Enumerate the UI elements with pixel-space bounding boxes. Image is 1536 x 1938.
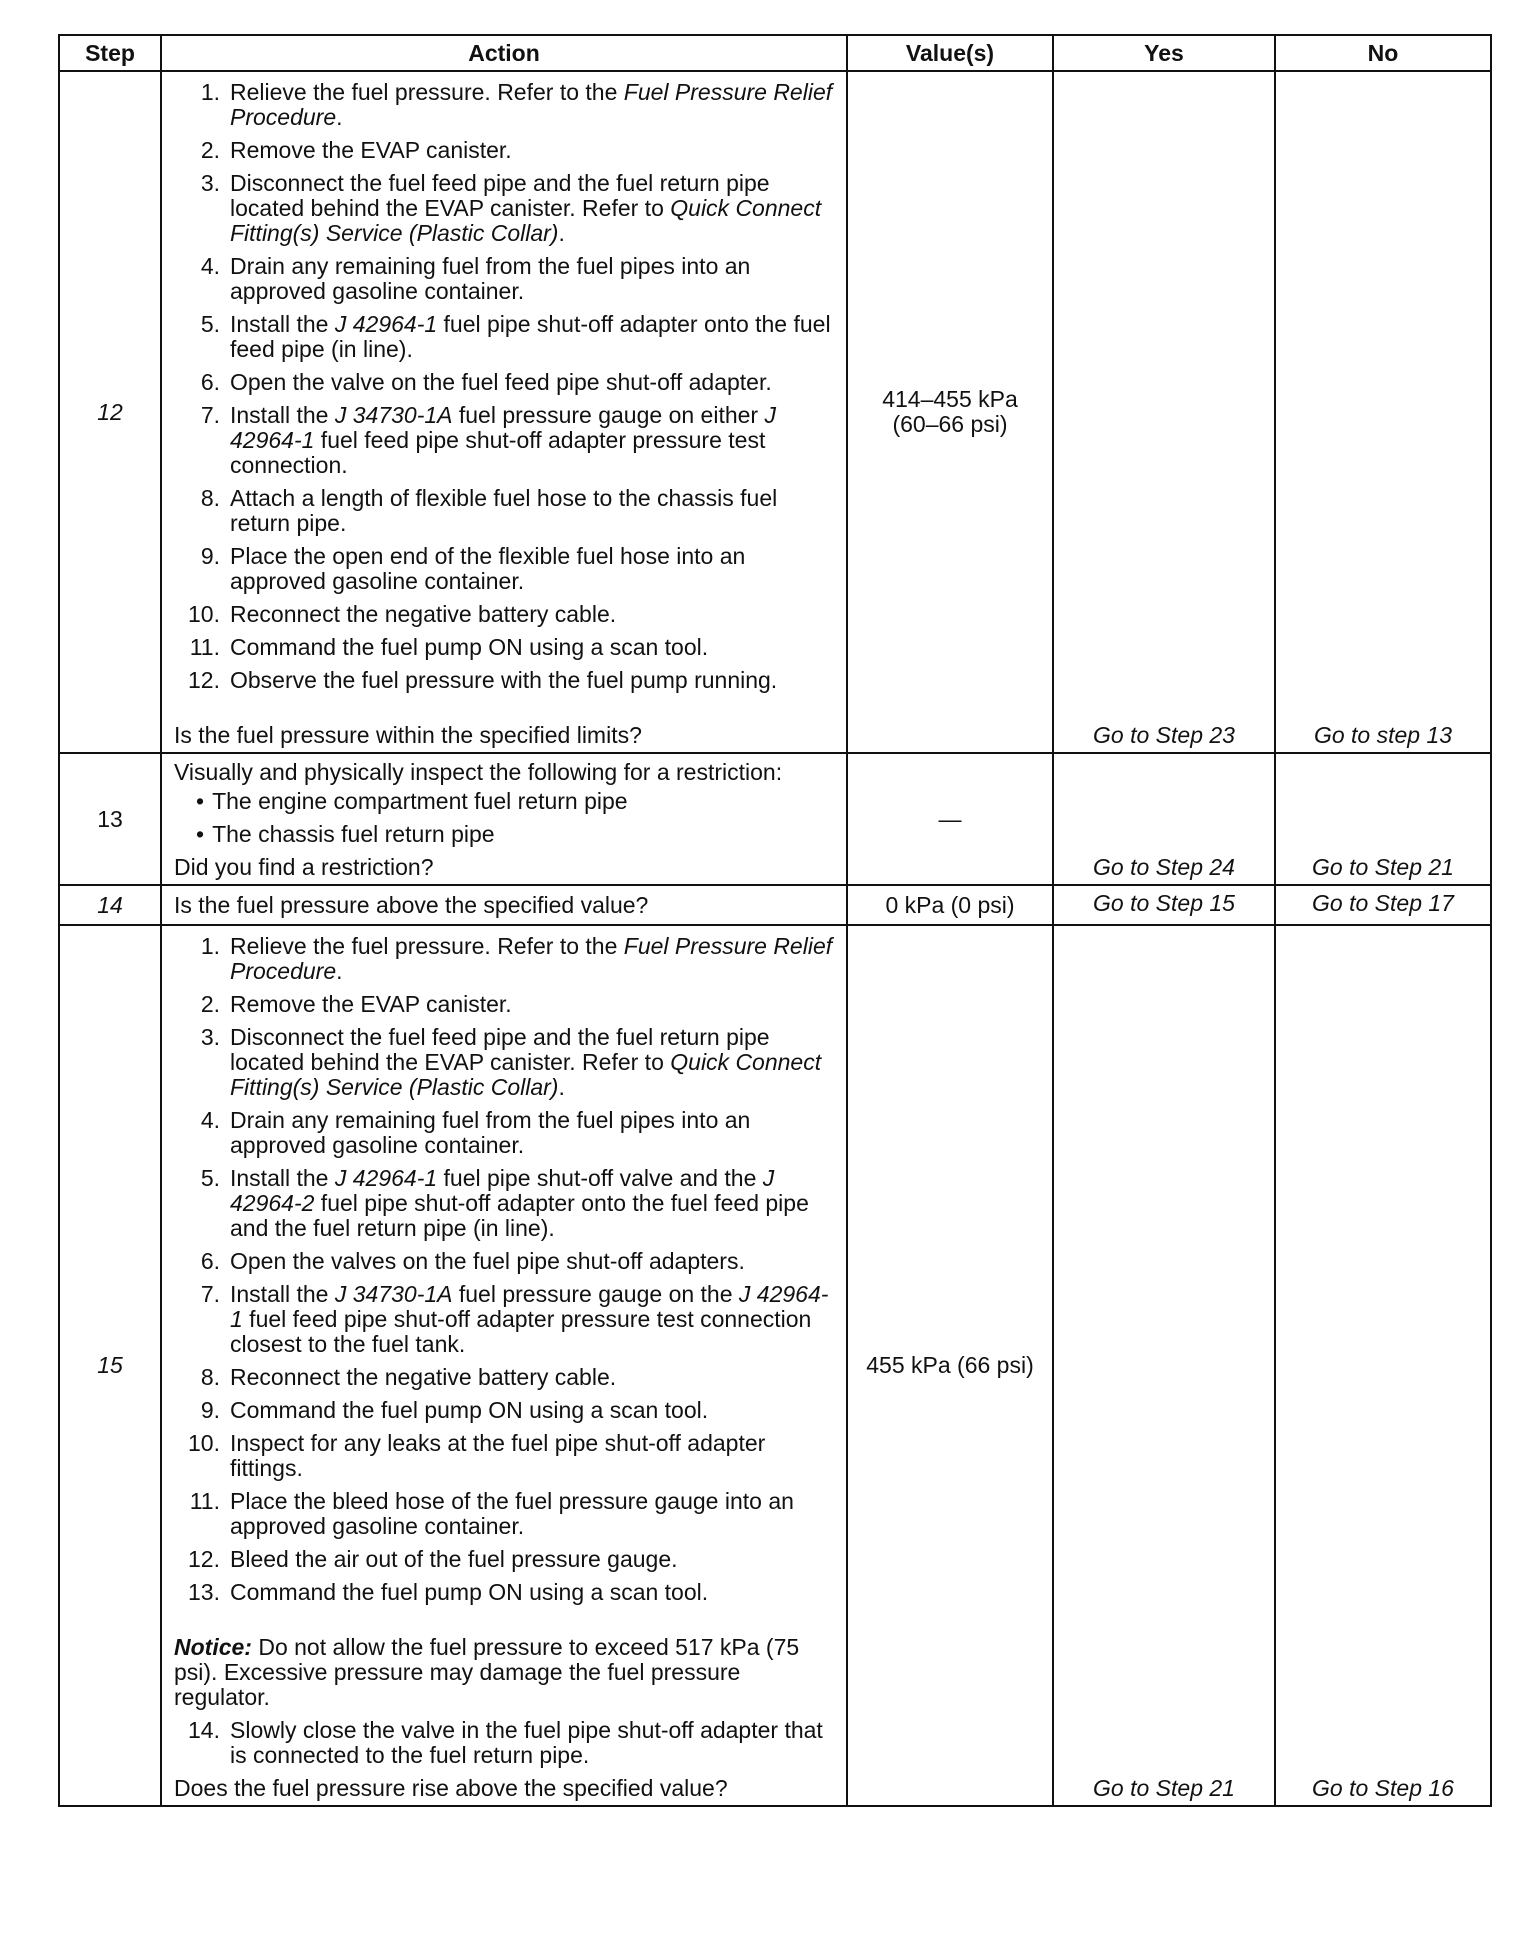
step-number: 15 [59, 925, 161, 1806]
list-item: 5. Install the J 42964-1 fuel pipe shut-off valve and the J 42964-2 fuel pipe shut-off adapter onto the fuel feed pipe and the fuel return pipe (in line). [200, 1165, 809, 1241]
list-item: 8. Attach a length of flexible fuel hose to the chassis fuel return pipe. [200, 485, 778, 536]
yes-link[interactable]: Go to Step 24 [1053, 753, 1275, 885]
list-item: 11. Place the bleed hose of the fuel pressure gauge into an approved gasoline container. [189, 1488, 794, 1539]
table-row-step-13 [59, 753, 1491, 885]
inspect-intro: Visually and physically inspect the following for a restriction: [174, 759, 783, 785]
step-question: Did you find a restriction? [174, 854, 434, 880]
notice-label: Notice: [174, 1634, 252, 1660]
list-item: 2. Remove the EVAP canister. [200, 137, 512, 163]
notice [174, 1635, 840, 1710]
list-item: 7. Install the J 34730-1A fuel pressure gauge on the J 42964-1 fuel feed pipe shut-off adapter pressure test connection closest to the fuel tank. [200, 1281, 829, 1357]
action-cell [161, 885, 847, 925]
action-steps-list [174, 934, 840, 1605]
action-cell [161, 753, 847, 885]
value-cell: — [847, 753, 1053, 885]
notice-text: Do not allow the fuel pressure to exceed 517 kPa (75 psi). Excessive pressure may damage the fuel pressure regulator. [174, 1634, 800, 1710]
list-item: 1. Relieve the fuel pressure. Refer to the Fuel Pressure Relief Procedure. [200, 79, 833, 130]
value-cell: 455 kPa (66 psi) [847, 925, 1053, 1806]
action-cell [161, 71, 847, 753]
list-item: 13. Command the fuel pump ON using a scan tool. [188, 1579, 709, 1605]
list-item: 14. Slowly close the valve in the fuel pipe shut-off adapter that is connected to the fuel return pipe. [188, 1717, 823, 1768]
step-number: 12 [59, 71, 161, 753]
no-link[interactable]: Go to step 13 [1275, 71, 1491, 753]
no-link[interactable]: Go to Step 21 [1275, 753, 1491, 885]
list-item: • The engine compartment fuel return pipe [196, 788, 628, 814]
list-item: 6. Open the valves on the fuel pipe shut-off adapters. [200, 1248, 745, 1274]
action-steps-list-continued [174, 1718, 840, 1768]
inspect-list [174, 789, 840, 847]
yes-link[interactable]: Go to Step 21 [1053, 925, 1275, 1806]
list-item: • The chassis fuel return pipe [196, 821, 495, 847]
list-item: 12. Bleed the air out of the fuel pressure gauge. [188, 1546, 678, 1572]
list-item: 12. Observe the fuel pressure with the fuel pump running. [188, 667, 778, 693]
header-values: Value(s) [847, 35, 1053, 71]
value-range: 414–455 kPa [882, 386, 1018, 412]
list-item: 9. Place the open end of the flexible fuel hose into an approved gasoline container. [200, 543, 746, 594]
step-number: 13 [59, 753, 161, 885]
yes-link[interactable]: Go to Step 23 [1053, 71, 1275, 753]
list-item: 3. Disconnect the fuel feed pipe and the fuel return pipe located behind the EVAP canister. Refer to Quick Connect Fitting(s) Service (Plastic Collar). [200, 170, 822, 246]
list-item: 10. Reconnect the negative battery cable. [188, 601, 617, 627]
diagnostic-table [58, 34, 1492, 1807]
list-item: 3. Disconnect the fuel feed pipe and the fuel return pipe located behind the EVAP canister. Refer to Quick Connect Fitting(s) Service (Plastic Collar). [200, 1024, 822, 1100]
step-question: Does the fuel pressure rise above the specified value? [174, 1775, 728, 1801]
list-item: 6. Open the valve on the fuel feed pipe shut-off adapter. [200, 369, 772, 395]
header-step: Step [59, 35, 161, 71]
list-item: 5. Install the J 42964-1 fuel pipe shut-off adapter onto the fuel feed pipe (in line). [200, 311, 831, 362]
yes-link[interactable]: Go to Step 15 [1053, 885, 1275, 925]
value-cell: 0 kPa (0 psi) [847, 885, 1053, 925]
header-action: Action [161, 35, 847, 71]
header-yes: Yes [1053, 35, 1275, 71]
step-number: 14 [59, 885, 161, 925]
action-steps-list [174, 80, 840, 693]
table-row-step-15 [59, 925, 1491, 1806]
list-item: 4. Drain any remaining fuel from the fuel pipes into an approved gasoline container. [200, 1107, 751, 1158]
list-item: 4. Drain any remaining fuel from the fuel pipes into an approved gasoline container. [200, 253, 751, 304]
no-link[interactable]: Go to Step 17 [1275, 885, 1491, 925]
no-link[interactable]: Go to Step 16 [1275, 925, 1491, 1806]
list-item: 1. Relieve the fuel pressure. Refer to the Fuel Pressure Relief Procedure. [200, 933, 833, 984]
value-range-psi: (60–66 psi) [892, 411, 1008, 437]
list-item: 7. Install the J 34730-1A fuel pressure gauge on either J 42964-1 fuel feed pipe shut-off adapter pressure test connection. [200, 402, 776, 478]
table-header-row [59, 35, 1491, 71]
table-row-step-14 [59, 885, 1491, 925]
list-item: 10. Inspect for any leaks at the fuel pipe shut-off adapter fittings. [188, 1430, 766, 1481]
list-item: 8. Reconnect the negative battery cable. [200, 1364, 617, 1390]
list-item: 9. Command the fuel pump ON using a scan tool. [200, 1397, 709, 1423]
list-item: 2. Remove the EVAP canister. [200, 991, 512, 1017]
table-row-step-12 [59, 71, 1491, 753]
value-cell [847, 71, 1053, 753]
header-no: No [1275, 35, 1491, 71]
step-question: Is the fuel pressure above the specified value? [174, 891, 649, 918]
list-item: 11. Command the fuel pump ON using a scan tool. [189, 634, 709, 660]
step-question: Is the fuel pressure within the specified limits? [174, 722, 642, 748]
action-cell [161, 925, 847, 1806]
